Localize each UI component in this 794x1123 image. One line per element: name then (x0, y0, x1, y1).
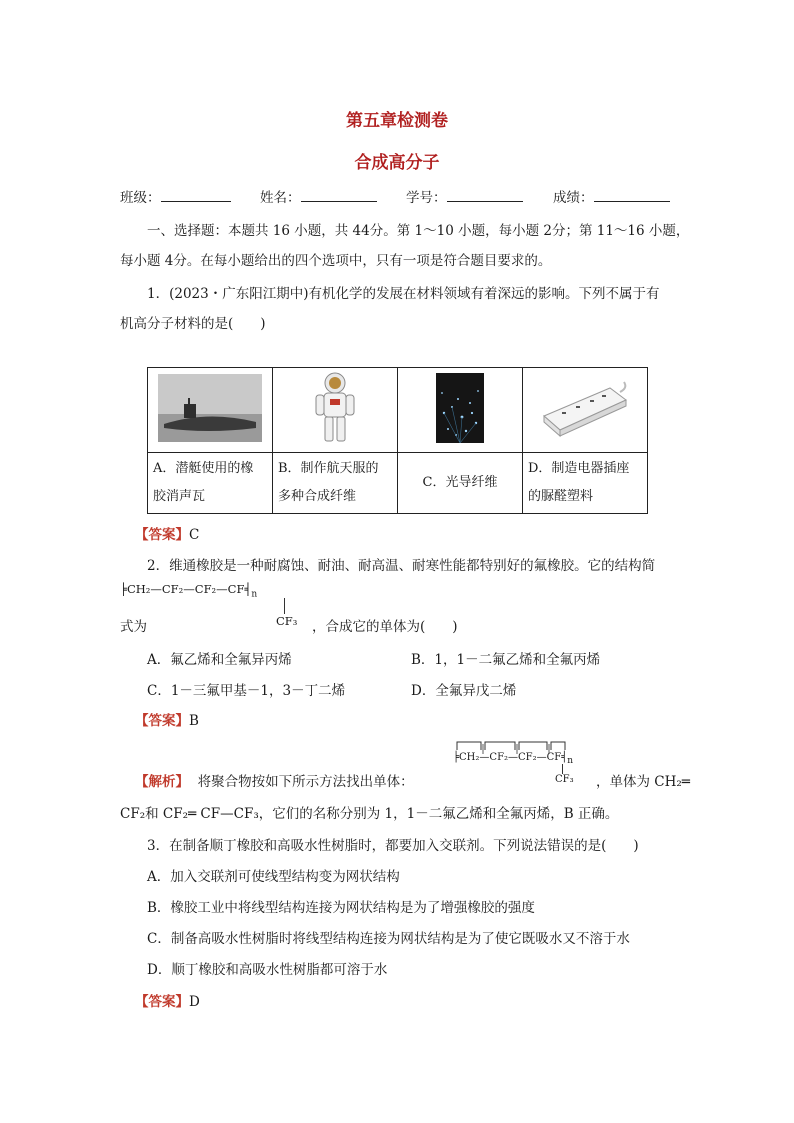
q3-stem: 3．在制备顺丁橡胶和高吸水性树脂时，都要加入交联剂。下列说法错误的是( ) (147, 838, 639, 854)
option-a-caption: A．潜艇使用的橡 胶消声瓦 (148, 453, 273, 514)
q1-stem-line2: 机高分子材料的是( ) (120, 316, 266, 332)
q2-answer (135, 709, 199, 729)
bracket-left: ╞ (453, 752, 460, 763)
q1-options-table (147, 367, 648, 514)
option-d-image-cell (523, 368, 648, 453)
optical-fiber-image (436, 373, 484, 443)
analysis-monomer-text: ，单体为 CH₂═ (596, 774, 690, 790)
q1-stem-line1: 1．(2023・广东阳江期中)有机化学的发展在材料领域有着深远的影响。下列不属于有 (147, 286, 660, 302)
page-title: 第五章检测卷 (346, 111, 448, 131)
q2-stem-suffix: ，合成它的单体为( ) (312, 619, 458, 635)
formula-subscript-n: n (251, 589, 258, 600)
name-field (260, 186, 377, 206)
option-d-caption: D．制造电器插座 的脲醛塑料 (523, 453, 648, 514)
q2-option-d: D．全氟异戊二烯 (411, 683, 517, 699)
q3-option-d: D．顺丁橡胶和高吸水性树脂都可溶于水 (147, 962, 388, 978)
option-b-caption: B．制作航天服的 多种合成纤维 (273, 453, 398, 514)
option-a-image-cell (148, 368, 273, 453)
score-field (553, 186, 670, 206)
q2-option-c: C．1－三氟甲基－1，3－丁二烯 (147, 683, 346, 699)
bracket-right: ╡ (244, 582, 252, 596)
q2-option-b: B．1，1－二氟乙烯和全氟丙烯 (411, 652, 601, 668)
section-instructions-line2: 每小题 4分。在每小题给出的四个选项中，只有一项是符合题目要求的。 (120, 253, 552, 269)
option-c-image-cell (398, 368, 523, 453)
option-b-image-cell (273, 368, 398, 453)
q2-stem-line1: 2．维通橡胶是一种耐腐蚀、耐油、耐高温、耐寒性能都特别好的氟橡胶。它的结构简 (147, 558, 656, 574)
analysis-text: 将聚合物按如下所示方法找出单体： (197, 774, 414, 790)
page-subtitle: 合成高分子 (354, 153, 440, 173)
q2-analysis-line2: CF₂和 CF₂═ CF—CF₃，它们的名称分别为 1，1－二氟乙烯和全氟丙烯，B 正确。 (120, 806, 619, 822)
score-blank (594, 187, 670, 202)
answer-label: 【答案】 (135, 713, 189, 729)
analysis-label: 【解析】 (135, 774, 189, 790)
class-label: 班级： (120, 190, 161, 206)
answer-value: C (189, 527, 200, 543)
option-c-caption: C．光导纤维 (398, 453, 523, 514)
q3-answer (135, 990, 200, 1010)
student-id-label: 学号： (406, 190, 447, 206)
analysis-formula-branch: CF₃ (555, 774, 574, 785)
answer-value: B (189, 713, 199, 729)
q2-formula-branch: CF₃ (276, 614, 298, 628)
submarine-image (158, 374, 262, 442)
analysis-formula (453, 752, 573, 766)
formula-subscript-n: n (567, 756, 574, 766)
bracket-left: ╞ (120, 582, 127, 596)
q1-answer (135, 523, 199, 543)
astronaut-image (313, 371, 357, 445)
formula-branch-bond (284, 598, 285, 614)
analysis-branch-bond (562, 764, 563, 774)
student-id-field (406, 186, 523, 206)
class-field (120, 186, 231, 206)
name-blank (301, 187, 377, 202)
power-strip-image (540, 376, 630, 440)
score-label: 成绩： (553, 190, 594, 206)
class-blank (161, 187, 231, 202)
q3-option-b: B．橡胶工业中将线型结构连接为网状结构是为了增强橡胶的强度 (147, 900, 535, 916)
answer-value: D (189, 994, 200, 1010)
section-instructions-line1: 一、选择题：本题共 16 小题，共 44分。第 1～10 小题，每小题 2分；第 11～16 小题， (147, 223, 690, 239)
name-label: 姓名： (260, 190, 301, 206)
student-id-blank (447, 187, 523, 202)
q3-option-c: C．制备高吸水性树脂时将线型结构连接为网状结构是为了使它既吸水又不溶于水 (147, 931, 630, 947)
answer-label: 【答案】 (135, 527, 189, 543)
q2-option-a: A．氟乙烯和全氟异丙烯 (147, 652, 292, 668)
q2-stem-prefix: 式为 (120, 619, 147, 635)
q3-option-a: A．加入交联剂可使线型结构变为网状结构 (147, 869, 400, 885)
analysis-formula-chain: CH₂—CF₂—CF₂—CF (459, 752, 562, 763)
formula-main-chain: CH₂—CF₂—CF₂—CF (126, 582, 245, 596)
q2-structural-formula (120, 582, 257, 599)
bracket-right: ╡ (561, 752, 568, 763)
q2-analysis-line1 (135, 770, 414, 790)
answer-label: 【答案】 (135, 994, 189, 1010)
